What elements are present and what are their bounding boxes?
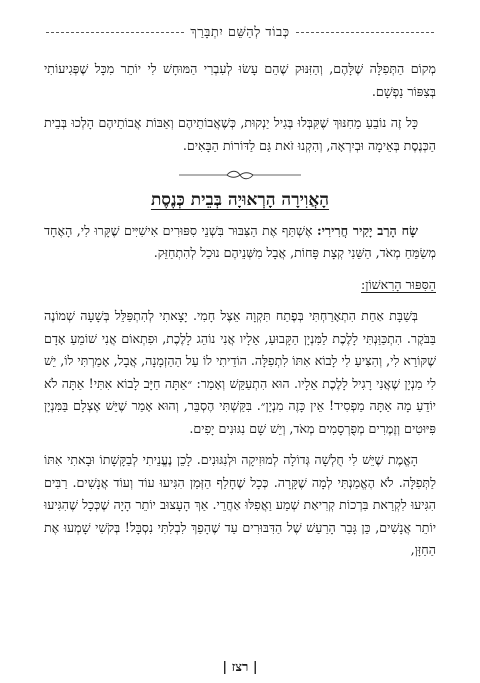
page-content [44, 58, 436, 571]
section-title: הָאֲוִירָה הָרְאוּיָה בְּבֵית כְּנֶסֶת [150, 190, 330, 210]
header-rule-left [46, 32, 184, 33]
section-intro [44, 220, 436, 265]
paragraph: כָּל זֶה נוֹבֵעַ מֵחִנּוּךְ שֶׁקִּבְּלוּ בְּגִיל יַנְקוּת, כְּשֶׁאֲבוֹתֵיהֶם וְאַבּוֹת אֲבוֹתֵיהֶם הָלְכוּ בְּבֵית הַכְּנֶסֶת בְּאֵימָה וּבְיִרְאָה, וְהִקְנוּ זֹאת גַּם לַדּוֹרוֹת הַבָּאִים. [44, 115, 436, 153]
story-paragraph: בְּשַׁבָּת אַחַת הִתְאָרַחְתִּי בְּפֶתַח תִּקְוָה אֵצֶל חָמִי. יָצָאתִי לְהִתְפַּלֵּל בְּשָׁעָה שְׁמוֹנֶה בַּבֹּקֶר. הִתְכַּוַּנְתִּי לָלֶכֶת לַמִּנְיָן הַקָּבוּעַ, אֵלָיו אֲנִי נוֹהֵג לָלֶכֶת, וּפִתְאוֹם אֲנִי שׁוֹמֵעַ אָדָם שֶׁקּוֹרֵא לִי, וְהִצִּיעַ לִי לָבוֹא אִתּוֹ לִתְפִלָּה. הוֹדֵיתִי לוֹ עַל הַהַזְמָנָה, אֲבָל, אָמַרְתִּי לוֹ, יֵשׁ לִי מִנְיָן שֶׁאֲנִי רָגִיל לָלֶכֶת אֵלָיו. הוּא הִתְעַקֵּשׁ וְאָמַר: ״אַתָּה חַיָּב לָבוֹא אִתִּי! אַתָּה לֹא יוֹדֵעַ מָה אַתָּה מַפְסִיד! אֵין כָּזֶה מִנְיָן״. בִּקַּשְׁתִּי הֶסְבֵּר, וְהוּא אָמַר שֶׁיֵּשׁ אֶצְלָם בַּמִּנְיָן פִּיּוּטִים וְזֶמֶרִים מְפֻרְסָמִים מְאֹד, וְיֵשׁ שָׁם נִגּוּנִים יָפִים. [44, 308, 436, 436]
speaker-name: שָׂח הָרַב יָקִיר חֲרִירִי: [316, 222, 418, 238]
page-number: | רצז | [222, 660, 258, 675]
story-paragraph: הָאֱמֶת שֶׁיֵּשׁ לִי חֻלְשָׁה גְּדוֹלָה לְמוּזִיקָה וּלְנִגּוּנִים. לָכֵן נֶעֱנֵיתִי לְבַקָּשָׁתוֹ וּבָאתִי אִתּוֹ לַתְּפִלָּה. לֹא הֶאֱמַנְתִּי לְמָה שֶׁקָּרָה. כְּכָל שֶׁחָלַף הַזְּמַן הִגִּיעוּ עוֹד וְעוֹד אֲנָשִׁים. רַבִּים הִגִּיעוּ לִקְרַאת בִּרְכוֹת קְרִיאַת שְׁמַע וַאֲפִלּוּ אַחֲרֵי. אַךְ הָעָצוּב יוֹתֵר הָיָה שֶׁכְּכָל שֶׁהִגִּיעוּ יוֹתֵר אֲנָשִׁים, כֵּן גָּבַר הָרַעַשׁ שֶׁל הַדִּבּוּרִים עַד שֶׁהָפַךְ לִבְלִתִּי נִסְבָּל! בְּקֹשִׁי שָׁמְעוּ אֶת הַחַזָּן, [44, 452, 436, 557]
running-header [40, 22, 440, 42]
story-label: הַסִּפּוּר הָרִאשׁוֹן: [361, 276, 436, 292]
paragraph-continued: מְקוֹם הַתְּפִלָּה שֶׁלָּהֶם, וְהַזִּנּוּק שֶׁהֵם עָשׂוּ לְעִבְרִי הַמּוּחָשׁ לִי יוֹתֵר מִכָּל שֶׁפְּגִיעוֹתִי בְּצִפּוֹר נַפְשָׁם. [44, 61, 436, 99]
header-title: כְּבוֹד לְהַשֵּׁם יִתְבָּרַךְ [190, 25, 290, 40]
header-rule-right [296, 32, 434, 33]
intro-text: אֶשְׁתַּף אֶת הַצִּבּוּר בִּשְׁנֵי סִפּוּרִים אִישִׁיִּים שֶׁקָּרוּ לִי, הָאֶחָד מְשַׂמֵּחַ מְאֹד, הַשֵּׁנִי קְצָת פָּחוֹת, אֲבָל מִשְּׁנֵיהֶם נוּכַל לְהִתְחַזֵּק. [44, 222, 436, 260]
section-divider-ornament-icon [175, 167, 305, 183]
